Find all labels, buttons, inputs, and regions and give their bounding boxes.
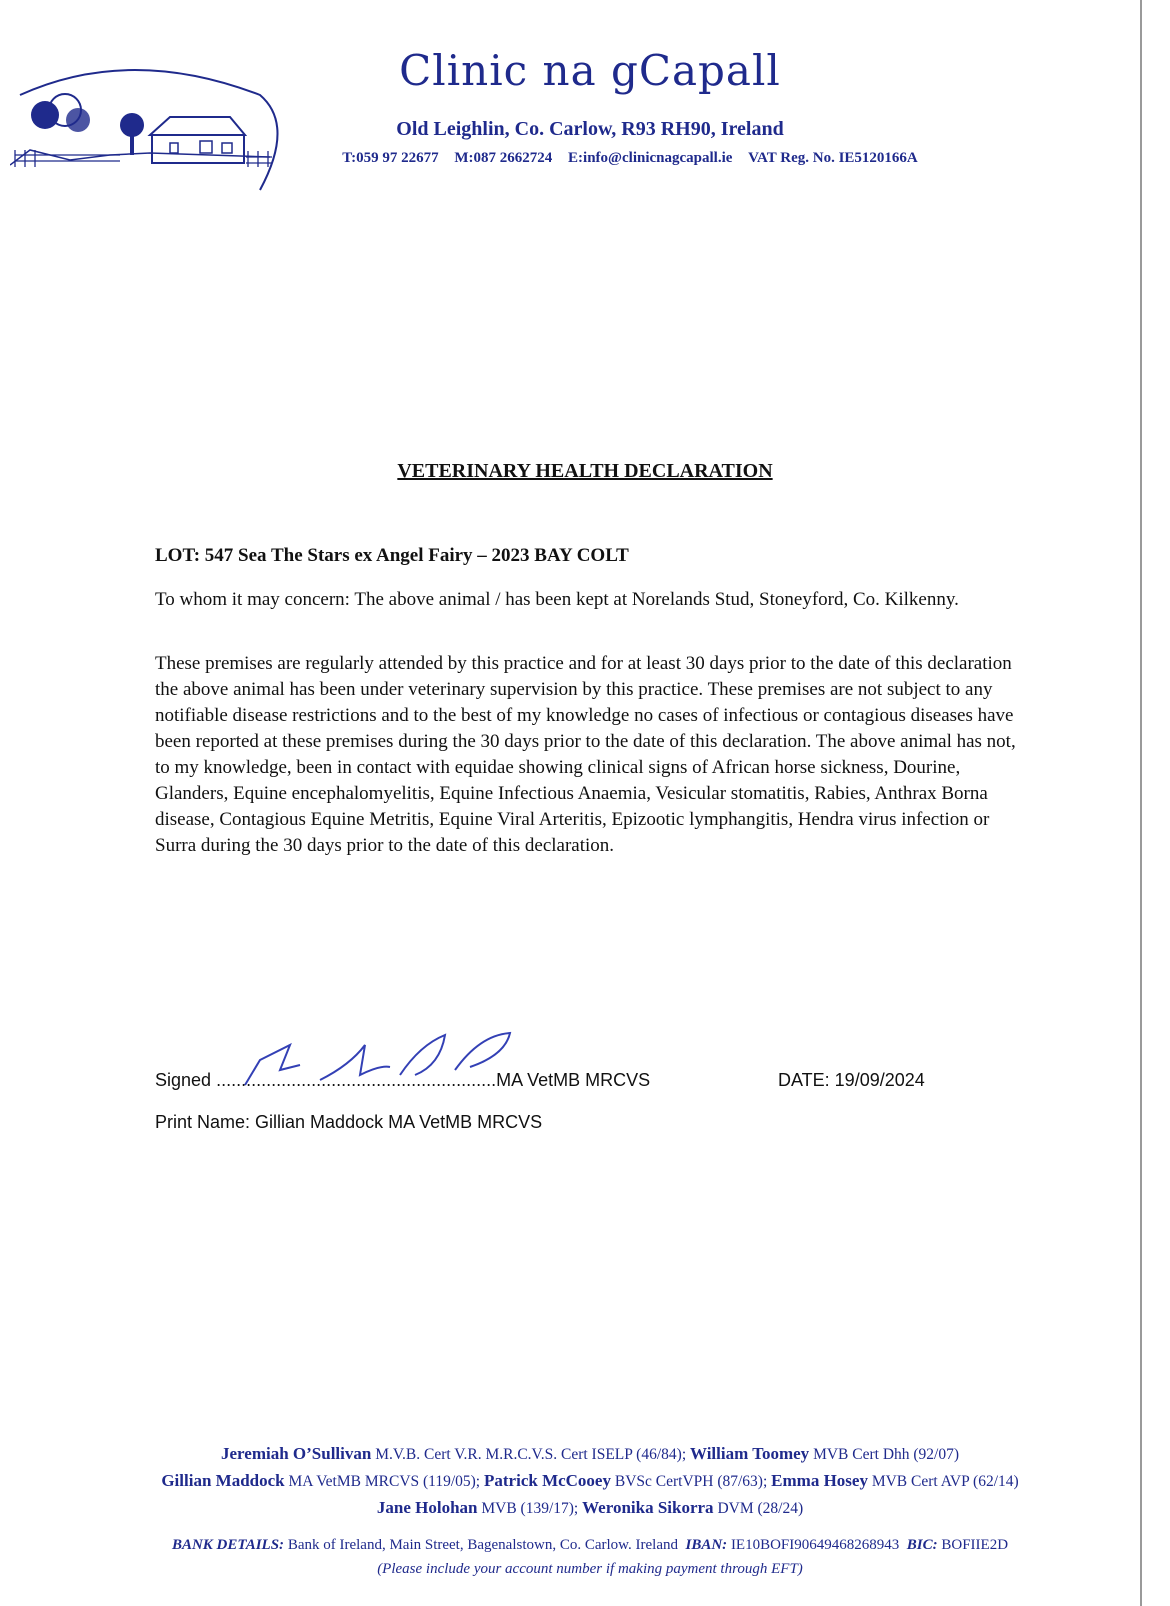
clinic-logo	[10, 55, 290, 195]
vet-quals: MVB (139/17);	[481, 1500, 579, 1517]
print-name: Print Name: Gillian Maddock MA VetMB MRCVS	[155, 1112, 543, 1132]
lot-line: LOT: 547 Sea The Stars ex Angel Fairy – 2023 BAY COLT	[155, 545, 629, 566]
vet-row	[110, 1468, 1070, 1495]
iban-value: IE10BOFI90649468268943	[730, 1537, 900, 1553]
clinic-address: Old Leighlin, Co. Carlow, R93 RH90, Ireland	[396, 118, 784, 140]
declaration-date: DATE: 19/09/2024	[778, 1070, 925, 1090]
vet-quals: MVB Cert Dhh (92/07)	[813, 1446, 960, 1463]
email-address: E:info@clinicnagcapall.ie	[568, 150, 733, 166]
vat-number: VAT Reg. No. IE5120166A	[748, 150, 918, 166]
vet-row	[110, 1441, 1070, 1468]
vet-name: Weronika Sikorra	[582, 1498, 714, 1517]
vet-list	[110, 1441, 1070, 1522]
signed-suffix: MA VetMB MRCVS	[496, 1070, 651, 1090]
bic-value: BOFIIE2D	[941, 1537, 1009, 1553]
mobile-number: M:087 2662724	[454, 150, 553, 166]
paragraph-declaration: These premises are regularly attended by this practice and for at least 30 days prior to the date of this declaration the above animal has been under veterinary supervision by this practice. These premises are not subject to any notifiable disease restrictions and to the best of my knowledge no cases of infectious or contagious diseases have been reported at these premises during the 30 days prior to the date of this declaration. The above animal has not, to my knowledge, been in contact with equidae showing clinical signs of African horse sickness, Dourine, Glanders, Equine encephalomyelitis, Equine Infectious Anaemia, Vesicular stomatitis, Rabies, Anthrax Borna disease, Contagious Equine Metritis, Equine Viral Arteritis, Epizootic lymphangitis, Hendra virus infection or Surra during the 30 days prior to the date of this declaration.	[155, 653, 1016, 856]
signature-dots: ........................................................	[216, 1070, 497, 1090]
vet-name: William Toomey	[690, 1444, 810, 1463]
bank-label: BANK DETAILS:	[171, 1537, 285, 1553]
vet-quals: MA VetMB MRCVS (119/05);	[288, 1473, 481, 1490]
vet-name: Patrick McCooey	[484, 1471, 611, 1490]
vet-name: Jeremiah O’Sullivan	[220, 1444, 372, 1463]
vet-quals: BVSc CertVPH (87/63);	[614, 1473, 768, 1490]
clinic-contacts	[300, 150, 960, 167]
phone-number: T:059 97 22677	[342, 150, 439, 166]
bic-label: BIC:	[906, 1537, 938, 1553]
vet-name: Emma Hosey	[771, 1471, 868, 1490]
vet-name: Gillian Maddock	[161, 1471, 285, 1490]
vet-quals: MVB Cert AVP (62/14)	[871, 1473, 1019, 1490]
signed-line	[155, 1070, 650, 1091]
paragraph-premises: To whom it may concern: The above animal / has been kept at Norelands Stud, Stoneyford, Co. Kilkenny.	[155, 589, 959, 610]
signed-label: Signed	[155, 1070, 212, 1090]
bank-row	[110, 1533, 1070, 1557]
iban-label: IBAN:	[685, 1537, 728, 1553]
clinic-name: Clinic na gCapall	[399, 46, 781, 95]
vet-name: Jane Holohan	[376, 1498, 478, 1517]
bank-details	[110, 1533, 1070, 1581]
vet-quals: DVM (28/24)	[717, 1500, 804, 1517]
bank-value: Bank of Ireland, Main Street, Bagenalstown, Co. Carlow. Ireland	[287, 1537, 678, 1553]
payment-note: (Please include your account number if making payment through EFT)	[377, 1561, 803, 1577]
vet-row	[110, 1495, 1070, 1522]
document-page	[10, 0, 1142, 1606]
document-title: VETERINARY HEALTH DECLARATION	[397, 460, 773, 482]
vet-quals: M.V.B. Cert V.R. M.R.C.V.S. Cert ISELP (46/84);	[375, 1446, 687, 1463]
